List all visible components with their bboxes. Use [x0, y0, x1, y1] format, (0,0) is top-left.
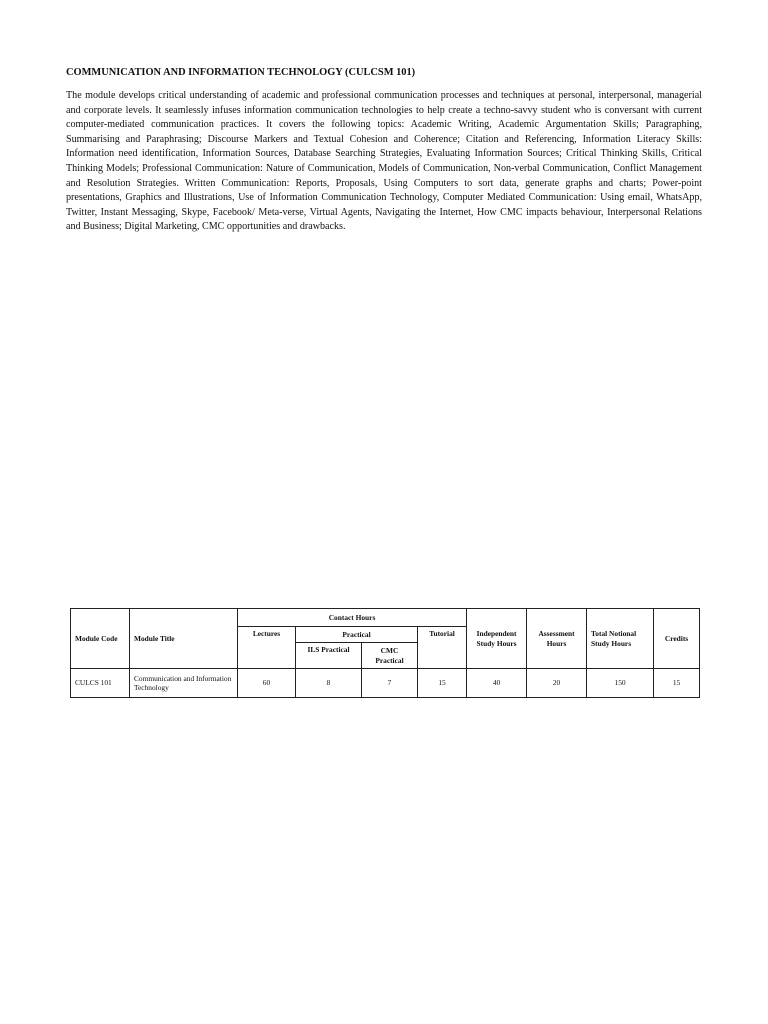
cell-module-title: Communication and Information Technology: [130, 669, 238, 698]
header-cmc-practical: CMC Practical: [362, 643, 418, 669]
cell-credits: 15: [654, 669, 700, 698]
cell-lectures: 60: [238, 669, 296, 698]
cell-module-code: CULCS 101: [71, 669, 130, 698]
header-credits: Credits: [654, 609, 700, 669]
header-module-code: Module Code: [71, 609, 130, 669]
header-ils-practical: ILS Practical: [296, 643, 362, 669]
module-description: The module develops critical understanding of academic and professional communication processes and techniques at personal, interpersonal, managerial and corporate levels. It seamlessly infuses information communication technologies to help create a techno-savvy student who is conversant with current computer-mediated communication practices. It covers the following topics: Academic Writing, Academic Argumentation Skills; Paragraphing, Summarising and Paraphrasing; Discourse Markers and Textual Cohesion and Coherence; Citation and Referencing, Information Literacy Skills: Information need identification, Information Sources, Database Searching Strategies, Evaluating Information Sources; Critical Thinking Skills, Critical Thinking Models; Professional Communication: Nature of Communication, Models of Communication, Non-verbal Communication, Conflict Management and Resolution Strategies. Written Communication: Reports, Proposals, Using Computers to sort data, generate graphs and charts; Power-point presentations, Graphics and Illustrations, Use of Information Communication Technology, Computer Mediated Communication: Using email, WhatsApp, Twitter, Instant Messaging, Skype, Facebook/ Meta-verse, Virtual Agents, Navigating the Internet, How CMC impacts behaviour, Interpersonal Relations and Business; Digital Marketing, CMC opportunities and drawbacks.: [66, 90, 702, 233]
header-assessment-hours: Assessment Hours: [527, 609, 587, 669]
header-contact-hours: Contact Hours: [238, 609, 467, 627]
header-tutorial: Tutorial: [418, 627, 467, 669]
header-practical: Practical: [296, 627, 418, 643]
header-lectures: Lectures: [238, 627, 296, 669]
cell-ils-practical: 8: [296, 669, 362, 698]
header-row-1: [71, 609, 700, 627]
document-heading: COMMUNICATION AND INFORMATION TECHNOLOGY (CULCSM 101): [66, 67, 416, 78]
table-row: [71, 669, 700, 698]
cell-assessment-hours: 20: [527, 669, 587, 698]
cell-cmc-practical: 7: [362, 669, 418, 698]
module-table: [70, 608, 700, 698]
header-module-title: Module Title: [130, 609, 238, 669]
cell-tutorial: 15: [418, 669, 467, 698]
header-total-notional-study-hours: Total Notional Study Hours: [587, 609, 654, 669]
cell-independent-study-hours: 40: [467, 669, 527, 698]
cell-total-notional-study-hours: 150: [587, 669, 654, 698]
header-independent-study-hours: Independent Study Hours: [467, 609, 527, 669]
